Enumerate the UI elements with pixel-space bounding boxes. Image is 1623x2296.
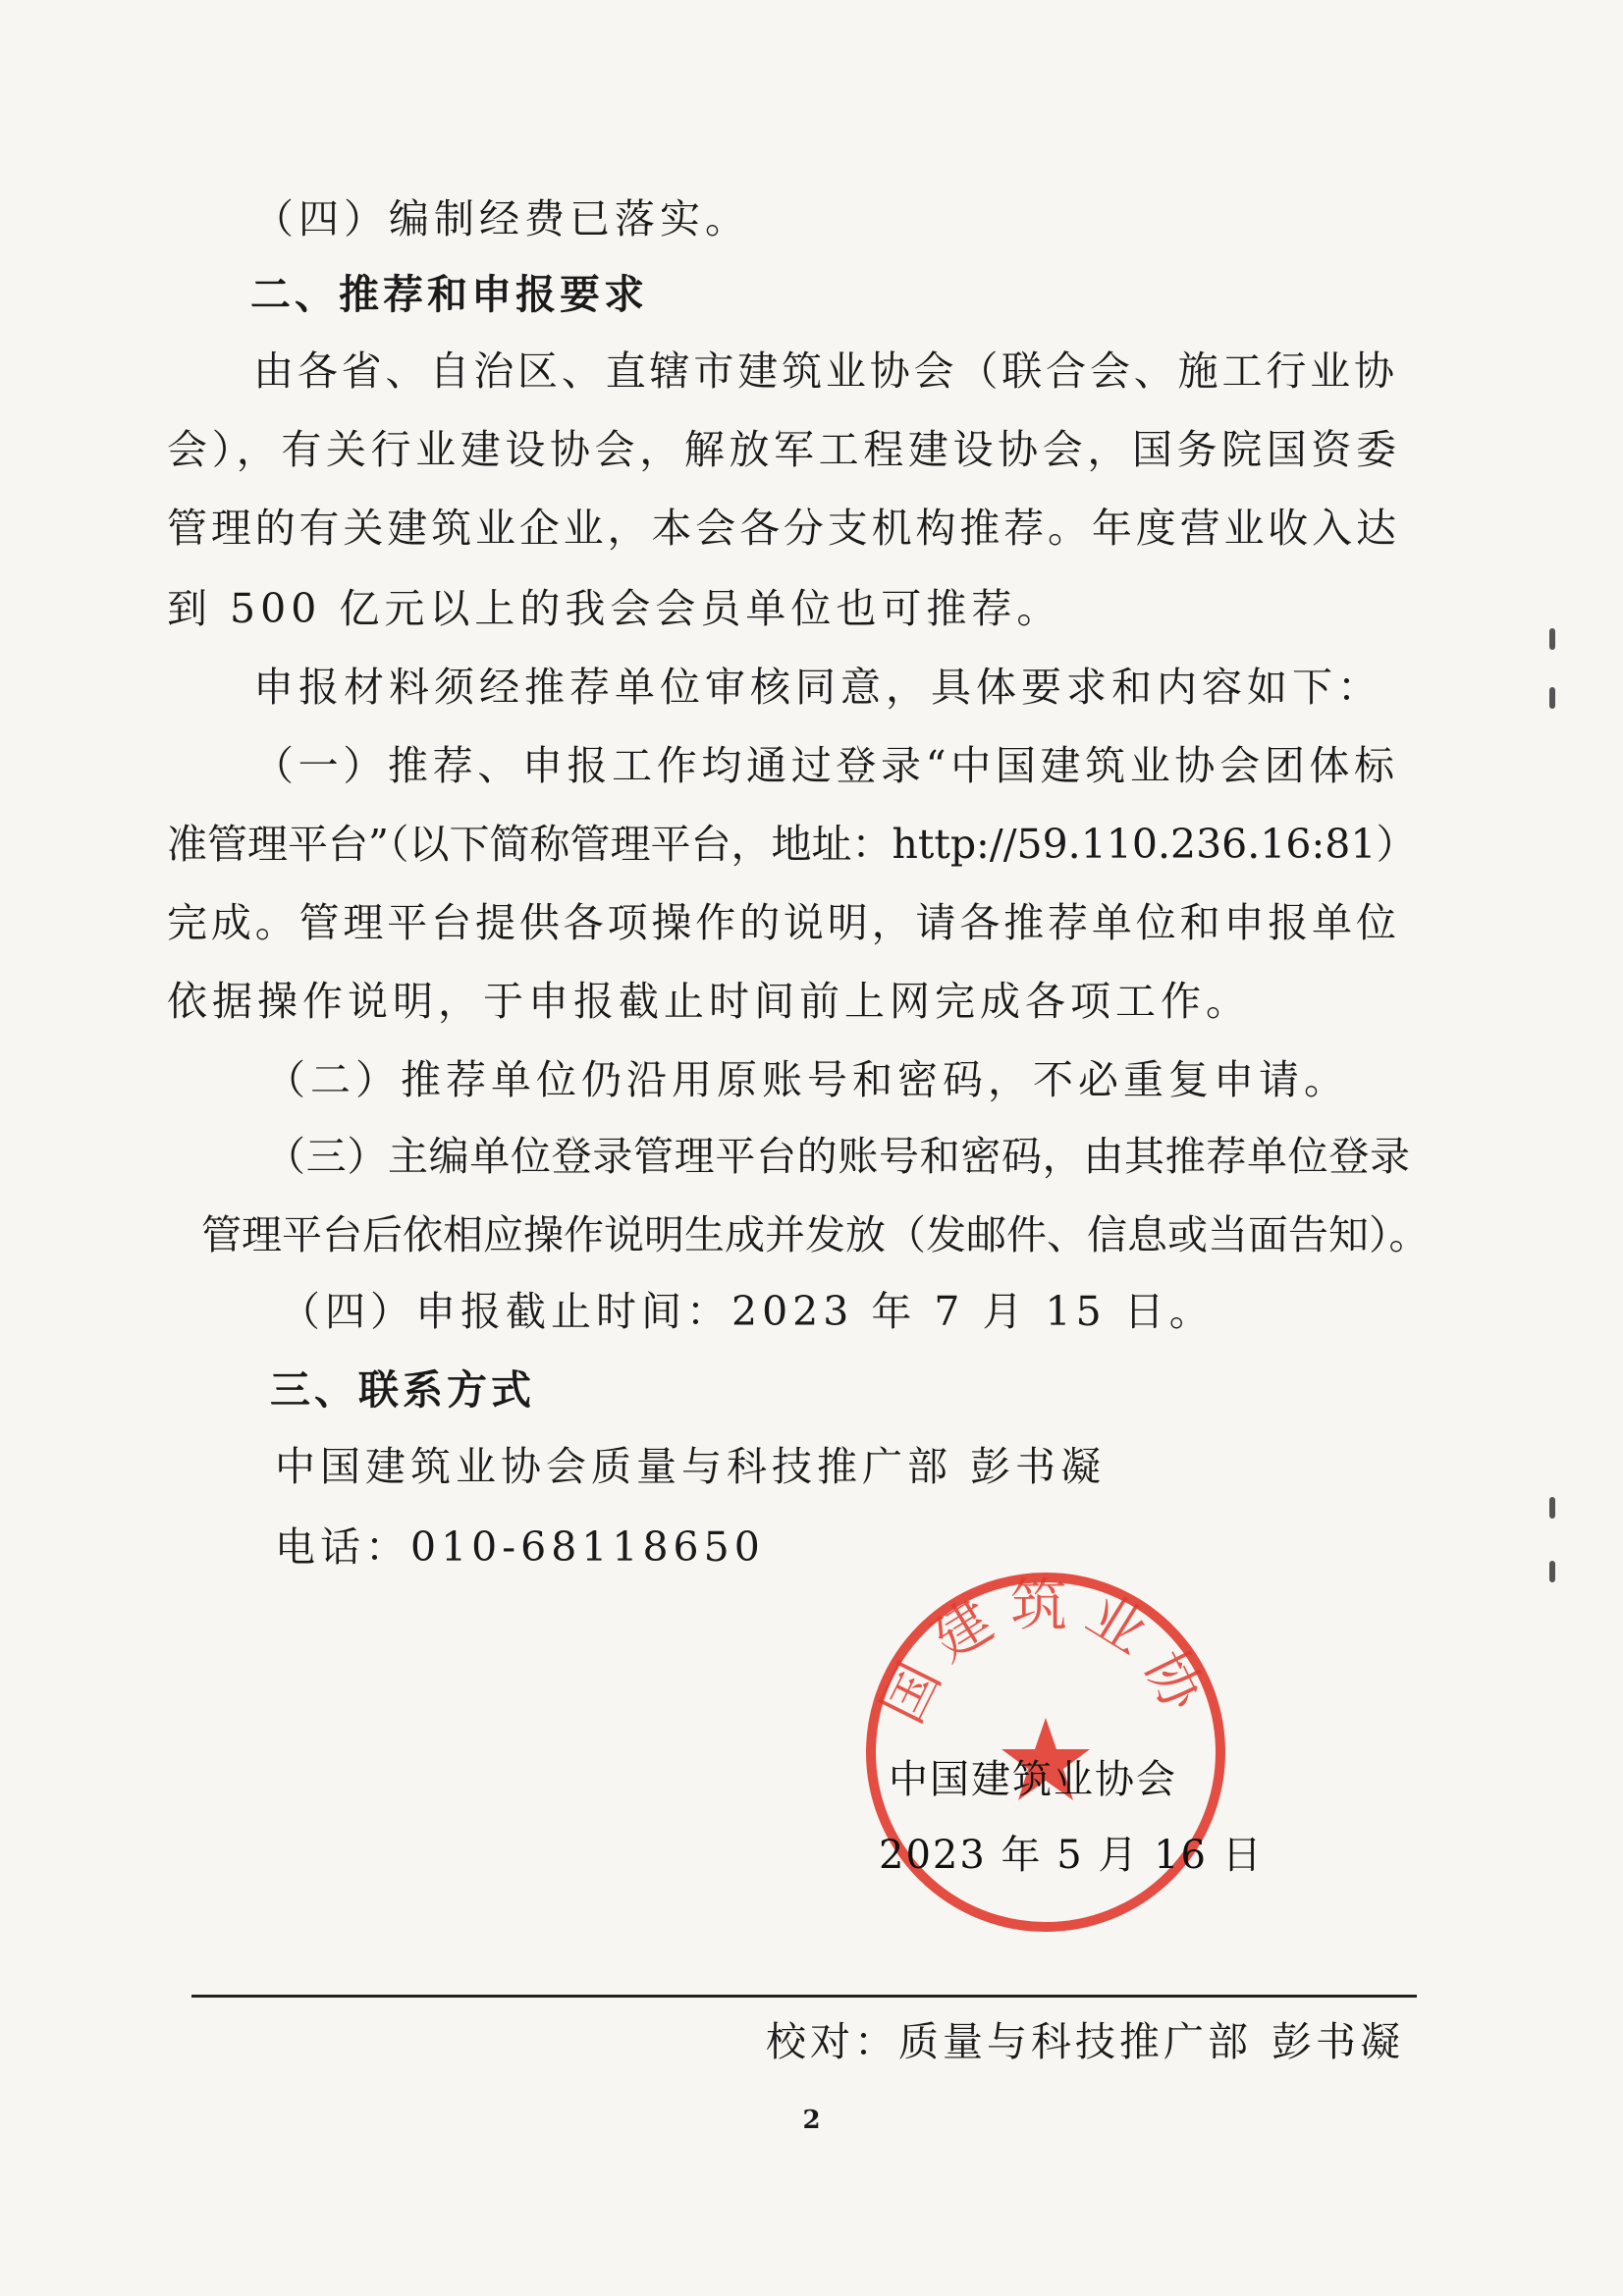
- paragraph-line: 完成。管理平台提供各项操作的说明，请各推荐单位和申报单位: [167, 899, 1396, 946]
- paragraph-line: 会），有关行业建设协会，解放军工程建设协会，国务院国资委: [167, 426, 1396, 473]
- page-number: 2: [802, 2106, 821, 2135]
- paragraph-line: （四）编制经费已落实。: [253, 195, 750, 242]
- contact-line: 中国建筑业协会质量与科技推广部 彭书凝: [275, 1443, 1107, 1490]
- paragraph-line: 申报材料须经推荐单位审核同意，具体要求和内容如下：: [253, 664, 1382, 711]
- paragraph-line: 管理的有关建筑业企业，本会各分支机构推荐。年度营业收入达: [167, 505, 1396, 552]
- paragraph-line: 管理平台后依相应操作说明生成并发放（发邮件、信息或当面告知）。: [201, 1211, 1430, 1258]
- paragraph-line: （四）申报截止时间：2023 年 7 月 15 日。: [280, 1288, 1215, 1335]
- seal-text: 国建筑业协: [868, 1572, 1223, 1734]
- svg-text:中国建筑业协会: [864, 1571, 1223, 1733]
- paragraph-line: （三）主编单位登录管理平台的账号和密码，由其推荐单位登录: [265, 1133, 1410, 1180]
- proofreader-line: [766, 2014, 1404, 2069]
- footer-divider: [191, 1995, 1417, 1998]
- paragraph-line: 由各省、自治区、直辖市建筑业协会（联合会、施工行业协: [253, 347, 1394, 395]
- section-heading: 三、联系方式: [270, 1366, 535, 1414]
- section-heading: 二、推荐和申报要求: [250, 271, 648, 318]
- binding-mark: [1549, 628, 1555, 650]
- signing-organization: 中国建筑业协会: [889, 1757, 1177, 1802]
- binding-mark: [1549, 1497, 1555, 1519]
- proofreader-label: 校对：质量与科技推广部: [766, 2018, 1252, 2065]
- paragraph-line: 依据操作说明，于申报截止时间前上网完成各项工作。: [167, 978, 1251, 1025]
- paragraph-line: 准管理平台”（以下简称管理平台，地址：http://59.110.236.16:81）: [167, 821, 1417, 868]
- binding-mark: [1549, 1561, 1555, 1582]
- paragraph-line: （一）推荐、申报工作均通过登录“中国建筑业协会团体标: [253, 742, 1394, 789]
- proofreader-name: 彭书凝: [1271, 2018, 1404, 2065]
- paragraph-line: （二）推荐单位仍沿用原账号和密码，不必重复申请。: [265, 1056, 1349, 1103]
- phone-line: 电话：010-68118650: [275, 1523, 765, 1571]
- signing-date: 2023 年 5 月 16 日: [879, 1833, 1264, 1878]
- binding-mark: [1549, 687, 1555, 709]
- paragraph-line: 到 500 亿元以上的我会会员单位也可推荐。: [167, 585, 1062, 632]
